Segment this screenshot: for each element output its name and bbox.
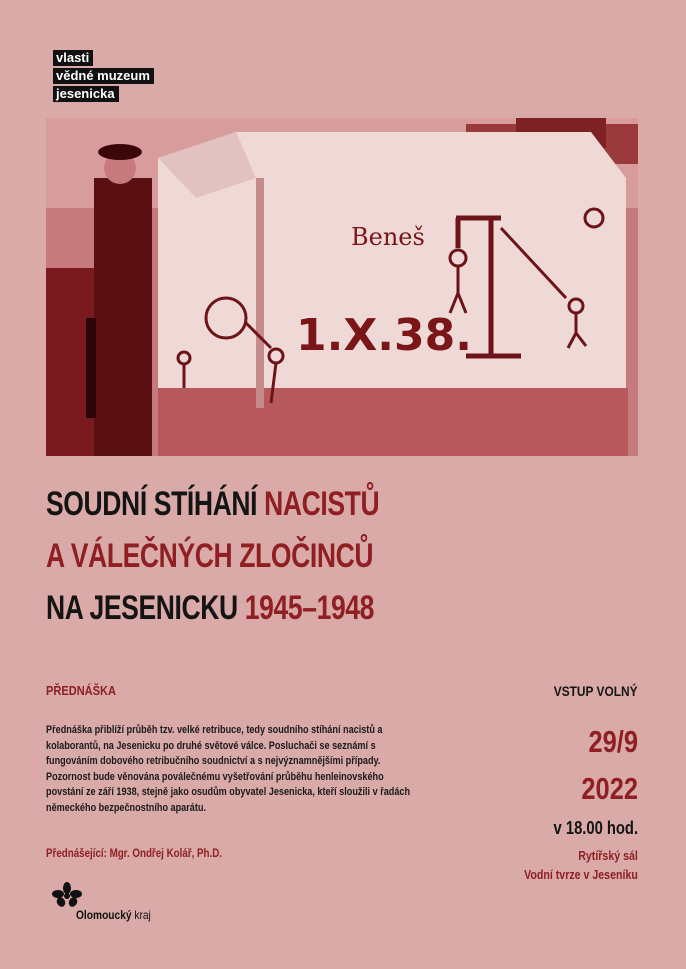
title-line-3 <box>46 582 514 634</box>
event-description: Přednáška přiblíží průběh tzv. velké retribuce, tedy soudního stíhání nacistů a kolaborantů, na Jesenicku po druhé světové válce. Posluchači se seznámí s fungováním dobového retribučního soudnictví a s nejvýznamnějšími případy. Pozornost bude věnována poválečnému vyšetřování průběhu henleinovského povstání ze září 1938, stejně jako osudům obyvatel Jesenicka, kteří sloužili v řadách německého bezpečnostního aparátu. <box>46 724 411 814</box>
logo-line-3: jesenicka <box>53 86 119 102</box>
graffiti-name: Beneš <box>351 223 425 251</box>
partner-name <box>76 908 151 922</box>
title-line-1-black: SOUDNÍ STÍHÁNÍ <box>46 485 258 523</box>
event-type: PŘEDNÁŠKA <box>46 683 116 698</box>
historical-photo <box>46 118 638 456</box>
speaker: Přednášející: Mgr. Ondřej Kolář, Ph.D. <box>46 848 223 860</box>
title-line-1 <box>46 478 514 530</box>
event-time: v 18.00 hod. <box>553 818 638 838</box>
partner-logo <box>50 882 151 922</box>
title-line-2-red: A VÁLEČNÝCH ZLOČINCŮ <box>46 537 374 575</box>
event-venue <box>524 847 638 885</box>
graffiti-date: 1.X.38. <box>296 310 472 361</box>
logo-line-2: vědné muzeum <box>53 68 154 84</box>
logo-line-1: vlasti <box>53 50 93 66</box>
venue-line-2: Vodní tvrze v Jeseníku <box>524 868 638 882</box>
partner-name-rest: kraj <box>131 908 151 922</box>
flower-icon <box>50 882 84 908</box>
venue-line-1: Rytířský sál <box>578 849 638 863</box>
title-line-3-black: NA JESENICKU <box>46 589 238 627</box>
title-line-1-red: NACISTŮ <box>264 485 380 523</box>
date-day-month: 29/9 <box>588 724 638 759</box>
title-line-3-red: 1945–1948 <box>244 589 375 627</box>
date-year: 2022 <box>581 771 638 806</box>
partner-name-bold: Olomoucký <box>76 908 132 922</box>
title-line-2 <box>46 530 514 582</box>
admission-label: VSTUP VOLNÝ <box>554 683 638 699</box>
museum-logo <box>53 50 154 104</box>
photo-illustration <box>46 118 638 456</box>
event-date <box>581 718 638 812</box>
poster-title <box>46 478 514 634</box>
